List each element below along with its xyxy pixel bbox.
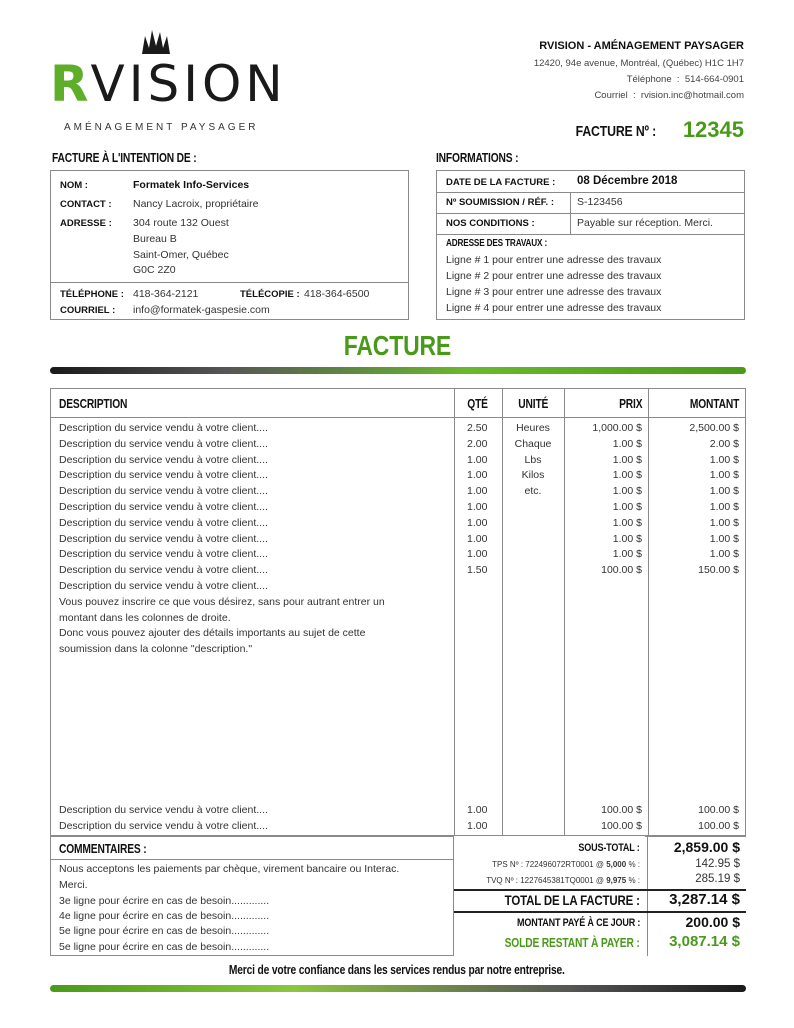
company-name: RVISION - AMÉNAGEMENT PAYSAGER	[539, 40, 744, 52]
cell-price: 100.00 $	[601, 564, 642, 577]
client-phone-label: TÉLÉPHONE :	[60, 289, 124, 300]
footer-message: Merci de votre confiance dans les services rendus par notre entreprise.	[229, 963, 565, 977]
cell-unit: Chaque	[514, 437, 552, 450]
tvq-rate: 9,975	[606, 876, 627, 885]
tvq-prefix: TVQ Nº : 1227645381TQ0001 @	[486, 876, 607, 885]
tps-line	[492, 860, 640, 869]
cell-amount: 2,500.00 $	[689, 422, 739, 434]
info-date-label: DATE DE LA FACTURE :	[446, 177, 556, 188]
cell-description: Description du service vendu à votre client....	[59, 469, 268, 482]
cell-description: Description du service vendu à votre client....	[59, 516, 268, 529]
cell-description: Description du service vendu à votre client....	[59, 422, 268, 434]
cell-description: Description du service vendu à votre client....	[59, 580, 268, 592]
items-table	[50, 388, 746, 836]
cell-amount: 1.00 $	[709, 485, 739, 498]
paid-value: 200.00 $	[685, 914, 740, 930]
cell-amount: 1.00 $	[709, 501, 739, 513]
tps-rate: 5,000	[606, 860, 627, 869]
cell-price: 1.00 $	[612, 548, 642, 561]
info-date: 08 Décembre 2018	[577, 175, 678, 187]
cell-description: montant dans les colonnes de droite.	[59, 611, 231, 624]
table-row	[51, 580, 747, 596]
client-fax-label: TÉLÉCOPIE :	[240, 289, 300, 300]
total-value: 3,287.14 $	[669, 891, 740, 908]
cell-description: Description du service vendu à votre client....	[59, 501, 268, 513]
table-row	[51, 596, 747, 612]
cell-qty: 1.00	[467, 469, 488, 482]
company-address: 12420, 94e avenue, Montréal, (Québec) H1C 1H7	[533, 58, 744, 69]
cell-price: 1.00 $	[612, 453, 642, 466]
cell-qty: 1.00	[467, 804, 488, 816]
comment-line: 5e ligne pour écrire en cas de besoin.............	[59, 941, 270, 953]
tps-suffix: % :	[626, 860, 640, 869]
col-header-qty: QTÉ	[467, 397, 489, 411]
client-address-label: ADRESSE :	[60, 218, 112, 229]
comment-line: 5e ligne pour écrire en cas de besoin.............	[59, 925, 270, 937]
cell-price: 1.00 $	[612, 437, 642, 450]
info-works-line: Ligne # 1 pour entrer une adresse des travaux	[446, 254, 662, 266]
cell-qty: 2.00	[467, 437, 488, 450]
table-row	[51, 612, 747, 628]
balance-value: 3,087.14 $	[669, 933, 740, 950]
info-conditions: Payable sur réception. Merci.	[577, 217, 713, 229]
subtotal-value: 2,859.00 $	[673, 839, 740, 855]
client-email: info@formatek-gaspesie.com	[133, 304, 270, 316]
col-header-unit: UNITÉ	[518, 397, 548, 411]
comment-line: Nous acceptons les paiements par chèque, virement bancaire ou Interac.	[59, 863, 400, 875]
company-logo	[50, 30, 287, 140]
client-name-label: NOM :	[60, 180, 88, 191]
table-row	[51, 804, 747, 820]
cell-qty: 2.50	[467, 422, 488, 434]
comments-box	[50, 836, 454, 956]
client-contact-label: CONTACT :	[60, 199, 112, 210]
cell-price: 1.00 $	[612, 532, 642, 545]
client-fax: 418-364-6500	[304, 288, 370, 300]
divider-bar-bottom	[50, 985, 746, 992]
logo-letter-r: R	[50, 55, 91, 113]
cell-unit: Heures	[516, 422, 550, 434]
cell-description: Description du service vendu à votre client....	[59, 437, 268, 450]
cell-qty: 1.00	[467, 453, 488, 466]
cell-price: 1.00 $	[612, 469, 642, 482]
totals-panel	[454, 836, 746, 956]
info-ref-label: Nº SOUMISSION / RÉF. :	[446, 197, 554, 208]
cell-qty: 1.00	[467, 485, 488, 498]
company-email-line: Courriel : rvision.inc@hotmail.com	[594, 90, 744, 101]
table-row	[51, 564, 747, 580]
client-email-label: COURRIEL :	[60, 305, 116, 316]
client-address-line: 304 route 132 Ouest	[133, 217, 229, 229]
cell-qty: 1.50	[467, 564, 488, 577]
company-phone-label: Téléphone	[626, 74, 672, 85]
cell-description: soumission dans la colonne "description."	[59, 643, 253, 656]
cell-qty: 1.00	[467, 532, 488, 545]
cell-description: Description du service vendu à votre client....	[59, 485, 268, 498]
client-name: Formatek Info-Services	[133, 179, 250, 191]
invoice-number: 12345	[682, 117, 744, 142]
table-row	[51, 501, 747, 517]
company-email: rvision.inc@hotmail.com	[640, 90, 744, 101]
table-row	[51, 422, 747, 438]
subtotal-label: SOUS-TOTAL :	[578, 842, 640, 854]
cell-description: Donc vous pouvez ajouter des détails importants au sujet de cette	[59, 627, 366, 640]
paid-label: MONTANT PAYÉ À CE JOUR :	[516, 917, 640, 929]
info-box	[436, 170, 745, 320]
client-address-line: Saint-Omer, Québec	[133, 249, 229, 261]
cell-price: 1.00 $	[612, 501, 642, 513]
cell-qty: 1.00	[467, 501, 488, 513]
info-ref: S-123456	[577, 196, 623, 208]
info-works-line: Ligne # 4 pour entrer une adresse des travaux	[446, 302, 662, 314]
cell-description: Description du service vendu à votre client....	[59, 804, 268, 816]
cell-price: 1.00 $	[612, 485, 642, 498]
info-works-line: Ligne # 2 pour entrer une adresse des travaux	[446, 270, 662, 282]
table-row	[51, 454, 747, 470]
client-section-title: FACTURE À L'INTENTION DE :	[52, 151, 197, 165]
total-label: TOTAL DE LA FACTURE :	[504, 892, 640, 908]
tps-prefix: TPS Nº : 722496072RT0001 @	[492, 860, 607, 869]
comment-line: 4e ligne pour écrire en cas de besoin.............	[59, 910, 270, 922]
info-section-title: INFORMATIONS :	[436, 151, 519, 165]
tps-value: 142.95 $	[695, 858, 740, 870]
cell-amount: 2.00 $	[709, 437, 739, 450]
cell-description: Description du service vendu à votre client....	[59, 548, 268, 561]
tvq-suffix: % :	[626, 876, 640, 885]
client-box	[50, 170, 409, 320]
company-email-label: Courriel	[594, 90, 628, 101]
logo-tagline: AMÉNAGEMENT PAYSAGER	[64, 122, 259, 133]
cell-price: 100.00 $	[601, 819, 642, 832]
cell-description: Vous pouvez inscrire ce que vous désirez, sans pour autrant entrer un	[59, 595, 385, 608]
cell-description: Description du service vendu à votre client....	[59, 532, 268, 545]
cell-unit: Kilos	[521, 469, 545, 482]
col-header-price: PRIX	[618, 397, 642, 411]
company-phone: 514-664-0901	[684, 74, 744, 85]
tvq-line	[486, 876, 640, 885]
cell-description: Description du service vendu à votre client....	[59, 819, 268, 832]
client-address-line: Bureau B	[133, 233, 177, 245]
cell-qty: 1.00	[467, 548, 488, 561]
table-row	[51, 533, 747, 549]
cell-qty: 1.00	[467, 516, 488, 529]
cell-amount: 1.00 $	[709, 453, 739, 466]
cell-amount: 100.00 $	[698, 819, 739, 832]
tvq-value: 285.19 $	[695, 873, 740, 885]
table-row	[51, 438, 747, 454]
cell-price: 100.00 $	[601, 804, 642, 816]
col-header-description: DESCRIPTION	[59, 397, 128, 411]
divider-bar-top	[50, 367, 746, 374]
cell-amount: 1.00 $	[709, 548, 739, 561]
table-row	[51, 627, 747, 643]
cell-amount: 1.00 $	[709, 532, 739, 545]
table-row	[51, 517, 747, 533]
table-row	[51, 820, 747, 836]
cell-unit: etc.	[524, 485, 542, 498]
client-contact: Nancy Lacroix, propriétaire	[133, 198, 259, 210]
comment-line: 3e ligne pour écrire en cas de besoin.............	[59, 895, 270, 907]
cell-description: Description du service vendu à votre client....	[59, 453, 268, 466]
cell-amount: 1.00 $	[709, 469, 739, 482]
col-header-amount: MONTANT	[689, 397, 739, 411]
cell-amount: 150.00 $	[698, 564, 739, 577]
table-row	[51, 485, 747, 501]
logo-word: VISION	[90, 55, 287, 113]
cell-amount: 1.00 $	[709, 516, 739, 529]
comments-title: COMMENTAIRES :	[59, 842, 147, 856]
cell-description: Description du service vendu à votre client....	[59, 564, 268, 577]
grass-icon	[140, 30, 172, 54]
company-phone-line: Téléphone : 514-664-0901	[626, 74, 744, 85]
table-row	[51, 643, 747, 659]
cell-unit: Lbs	[524, 453, 542, 466]
cell-amount: 100.00 $	[698, 804, 739, 816]
document-title: FACTURE	[343, 330, 451, 361]
invoice-number-label: FACTURE Nº :	[575, 123, 656, 140]
comment-line: Merci.	[59, 879, 88, 891]
cell-price: 1,000.00 $	[592, 422, 642, 434]
balance-label: SOLDE RESTANT À PAYER :	[504, 936, 640, 950]
info-works-line: Ligne # 3 pour entrer une adresse des travaux	[446, 286, 662, 298]
table-row	[51, 548, 747, 564]
client-phone: 418-364-2121	[133, 288, 199, 300]
info-works-label: ADRESSE DES TRAVAUX :	[446, 238, 548, 249]
info-conditions-label: NOS CONDITIONS :	[446, 218, 535, 229]
client-address-line: G0C 2Z0	[133, 264, 176, 276]
table-row	[51, 469, 747, 485]
cell-price: 1.00 $	[612, 516, 642, 529]
cell-qty: 1.00	[467, 819, 488, 832]
